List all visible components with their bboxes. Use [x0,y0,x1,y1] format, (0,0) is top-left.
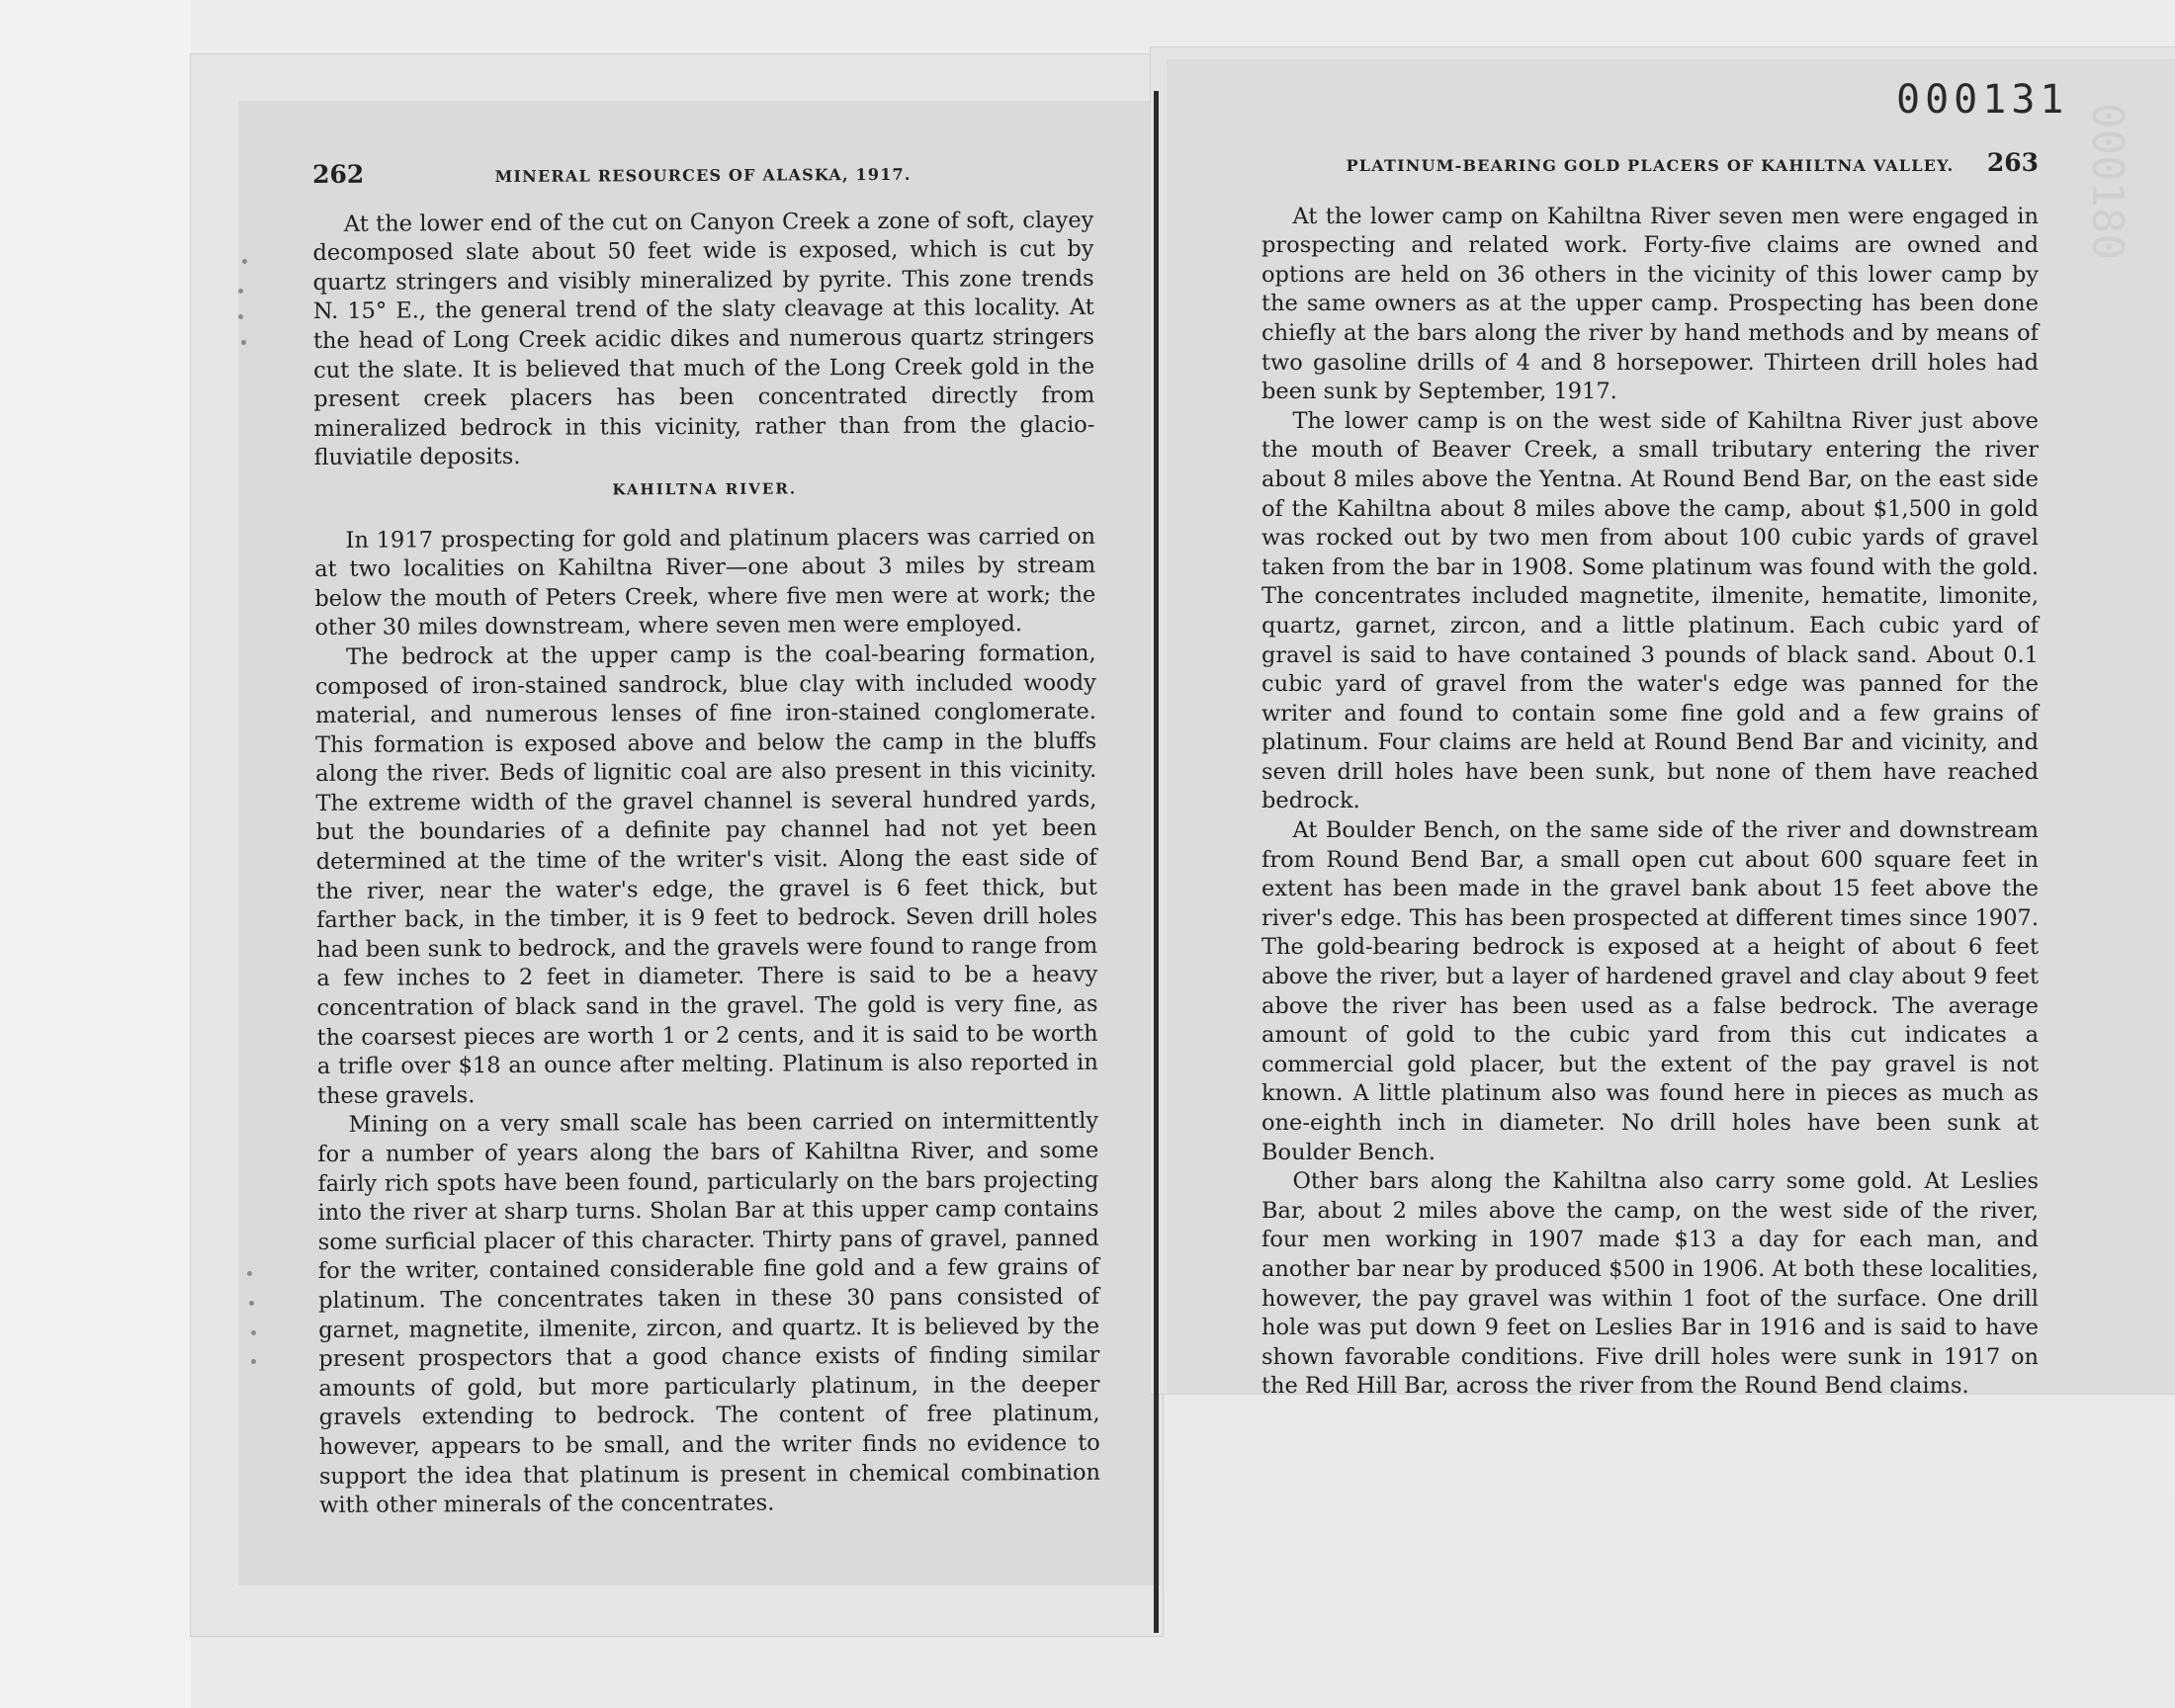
margin-mark [247,1271,252,1276]
right-running-head [1262,148,2039,181]
right-paragraph: Other bars along the Kahiltna also carry some gold. At Leslies Bar, about 2 miles above the camp, on the west side of the river, four men working in 1907 made $13 a day for each man, and another bar near by produced $500 in 1906. At both these localities, however, the pay gravel was within 1 foot of the surface. One drill hole was put down 9 feet on Leslies Bar in 1916 and is said to have shown favorable conditions. Five drill holes were sunk in 1917 on the Red Hill Bar, across the river from the Round Bend claims. [1262,1168,2039,1400]
right-page-number: 263 [1986,148,2039,177]
right-page-column [1262,148,2039,1402]
document-stamp: 000131 [1896,77,2069,123]
right-paragraph: The lower camp is on the west side of Kahiltna River just above the mouth of Beaver Creek, a small tributary entering the river about 8 miles above the Yentna. At Round Bend Bar, on the east side of the Kahiltna about 8 miles above the camp, about $1,500 in gold was rocked out by two men from about 100 cubic yards of gravel taken from the bar in 1908. Some platinum was found with the gold. The concentrates included magnetite, ilmenite, hematite, limonite, quartz, garnet, zircon, and a little platinum. Each cubic yard of gravel is said to have contained 3 pounds of black sand. About 0.1 cubic yard of gravel from the water's edge was panned for the writer and found to contain some fine gold and a few grains of platinum. Four claims are held at Round Bend Bar and vicinity, and seven drill holes have been sunk, but none of them have reached bedrock. [1262,407,2039,814]
section-heading: KAHILTNA RIVER. [612,479,798,499]
right-running-title: PLATINUM-BEARING GOLD PLACERS OF KAHILTNA VALLEY. [1346,156,1955,175]
left-paragraph: Mining on a very small scale has been carried on intermittently for a number of years along the bars of Kahiltna River, and some fairly rich spots have been found, particularly on the bars projecting into the river at sharp turns. Sholan Bar at this upper camp contains some surficial placer of this character. Thirty pans of gravel, panned for the writer, contained considerable fine gold and a few grains of platinum. The concentrates taken in these 30 pans consisted of garnet, magnetite, ilmenite, zircon, and quartz. It is believed by the present prospectors that a good chance exists of finding similar amounts of gold, but more particularly platinum, in the deeper gravels extending to bedrock. The content of free platinum, however, appears to be small, and the writer finds no evidence to support the idea that platinum is present in chemical combination with other minerals of the concentrates. [317,1108,1101,1519]
left-running-head [312,156,1093,193]
ghost-stamp: 000180 [2082,103,2132,260]
left-running-title: MINERAL RESOURCES OF ALASKA, 1917. [494,164,912,187]
margin-mark [238,289,243,294]
page-gutter [1154,91,1159,1633]
right-paragraph: At Boulder Bench, on the same side of the river and downstream from Round Bend Bar, a small open cut about 600 square feet in extent has been made in the gravel bank about 15 feet above the river's edge. This has been prospected at different times since 1907. The gold-bearing bedrock is exposed at a height of about 6 feet above the river, but a layer of hardened gravel and clay about 9 feet above the river has been used as a false bedrock. The average amount of gold to the cubic yard from this cut indicates a commercial gold placer, but the extent of the pay gravel is not known. A little platinum also was found here in pieces as much as one-eighth inch in diameter. No drill holes have been sunk at Boulder Bench. [1262,817,2039,1165]
margin-mark [242,259,247,264]
margin-mark [238,314,243,319]
margin-mark [241,340,246,345]
right-paragraph: At the lower camp on Kahiltna River seven men were engaged in prospecting and related work. Forty-five claims are owned and options are held on 36 others in the vicinity of this lower camp by the same owners as at the upper camp. Prospecting has been done chiefly at the bars along the river by hand methods and by means of two gasoline drills of 4 and 8 horsepower. Thirteen drill holes had been sunk by September, 1917. [1262,203,2039,405]
left-page-number: 262 [312,159,365,189]
left-paragraph: The bedrock at the upper camp is the coal-bearing formation, composed of iron-stained sandrock, blue clay with included woody material, and numerous lenses of fine iron-stained conglomerate. This formation is exposed above and below the camp in the bluffs along the river. Beds of lignitic coal are also present in this vicinity. The extreme width of the gravel channel is several hundred yards, but the boundaries of a definite pay channel had not yet been determined at the time of the writer's visit. Along the east side of the river, near the water's edge, the gravel is 6 feet thick, but farther back, in the timber, it is 9 feet to bedrock. Seven drill holes had been sunk to bedrock, and the gravels were found to range from a few inches to 2 feet in diameter. There is said to be a heavy concentration of black sand in the gravel. The gold is very fine, as the coarsest pieces are worth 1 or 2 cents, and it is said to be worth a trifle over $18 an ounce after melting. Platinum is also reported in these gravels. [314,640,1098,1109]
left-paragraph: At the lower end of the cut on Canyon Creek a zone of soft, clayey decomposed slate about 50 feet wide is exposed, which is cut by quartz stringers and visibly mineralized by pyrite. This zone trends N. 15° E., the general trend of the slaty cleavage at this locality. At the head of Long Creek acidic dikes and numerous quartz stringers cut the slate. It is believed that much of the Long Creek gold in the present creek placers has been concentrated directly from mineralized bedrock in this vicinity, rather than from the glacio-fluviatile deposits. [312,207,1095,471]
left-paragraph: In 1917 prospecting for gold and platinum placers was carried on at two localities on Kahiltna River—one about 3 miles by stream below the mouth of Peters Creek, where five men were at work; the other 30 miles downstream, where seven men were employed. [314,523,1096,641]
left-page-column [312,156,1100,1521]
margin-mark [249,1301,254,1306]
margin-mark [251,1359,256,1364]
margin-mark [251,1330,256,1335]
